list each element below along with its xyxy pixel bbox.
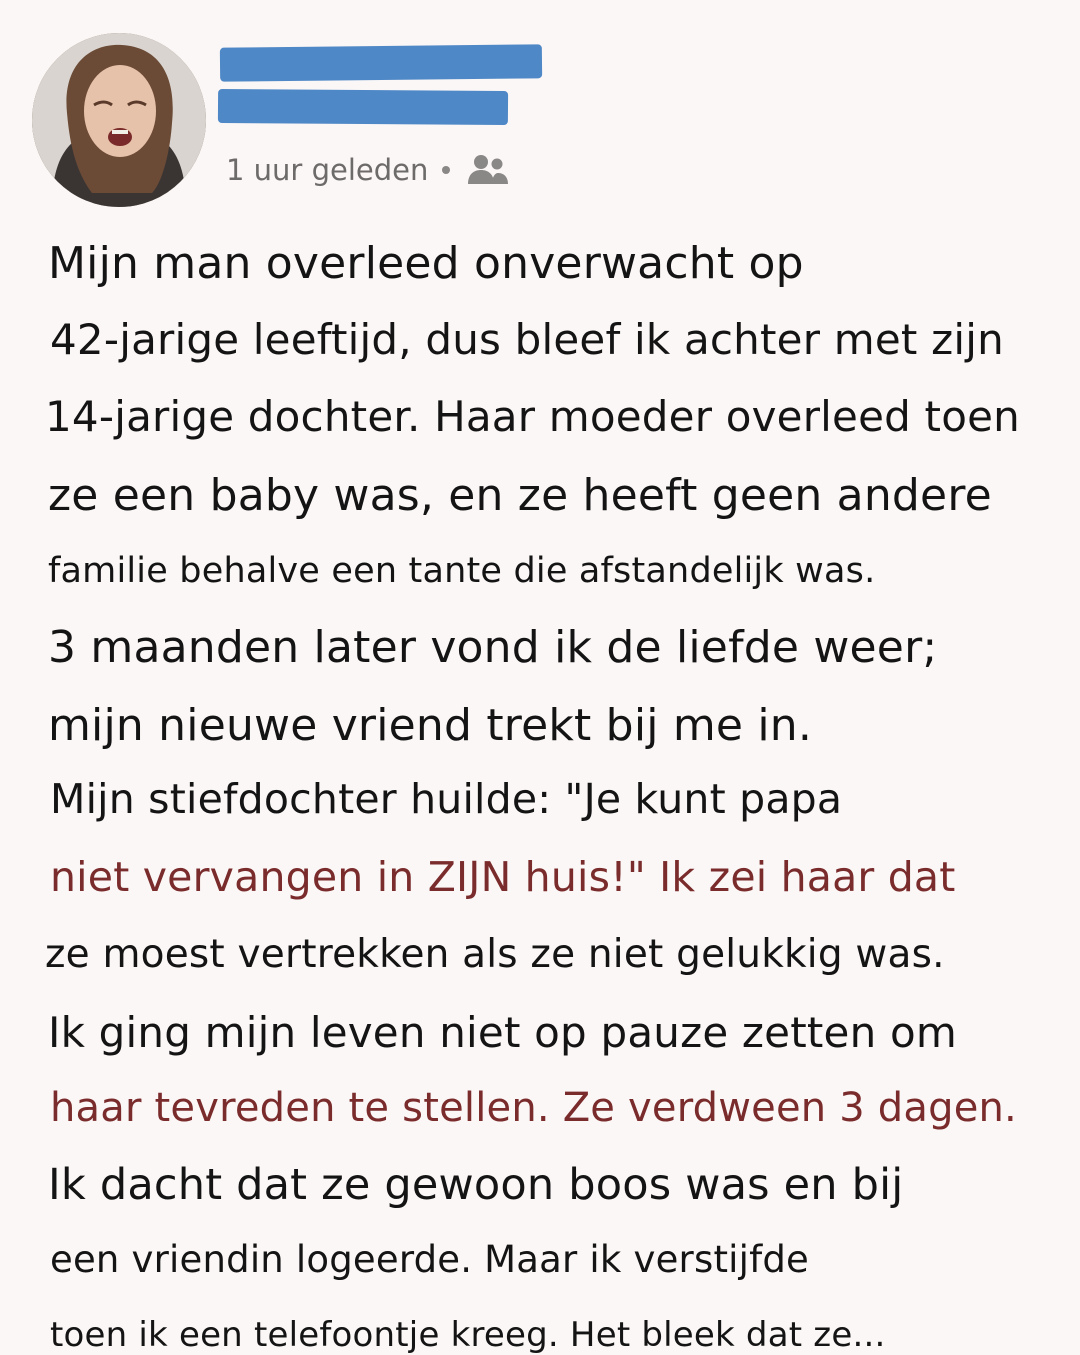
post-line: 42-jarige leeftijd, dus bleef ik achter met zijn xyxy=(50,315,1004,364)
post-line-highlight: haar tevreden te stellen. Ze verdween 3 dagen. xyxy=(50,1085,1017,1131)
post-line-highlight: niet vervangen in ZIJN huis!" Ik zei haar dat xyxy=(50,853,956,901)
post-line: ze een baby was, en ze heeft geen andere xyxy=(48,470,992,521)
post-line: een vriendin logeerde. Maar ik verstijfde xyxy=(50,1238,809,1281)
post-line: Mijn man overleed onverwacht op xyxy=(48,238,804,289)
post-line: Ik dacht dat ze gewoon boos was en bij xyxy=(48,1160,904,1210)
post-line: 14-jarige dochter. Haar moeder overleed toen xyxy=(45,392,1020,441)
post-line: Mijn stiefdochter huilde: "Je kunt papa xyxy=(50,775,843,823)
post-line: ze moest vertrekken als ze niet gelukkig was. xyxy=(45,932,945,977)
post-line: mijn nieuwe vriend trekt bij me in. xyxy=(48,700,813,751)
post-line: 3 maanden later vond ik de liefde weer; xyxy=(48,622,938,673)
post-line: Ik ging mijn leven niet op pauze zetten om xyxy=(48,1008,957,1057)
post-line: familie behalve een tante die afstandelijk was. xyxy=(48,551,876,591)
post-line-cutoff: toen ik een telefoontje kreeg. Het bleek dat ze... xyxy=(50,1315,886,1355)
post-time[interactable]: 1 uur geleden xyxy=(226,153,429,187)
